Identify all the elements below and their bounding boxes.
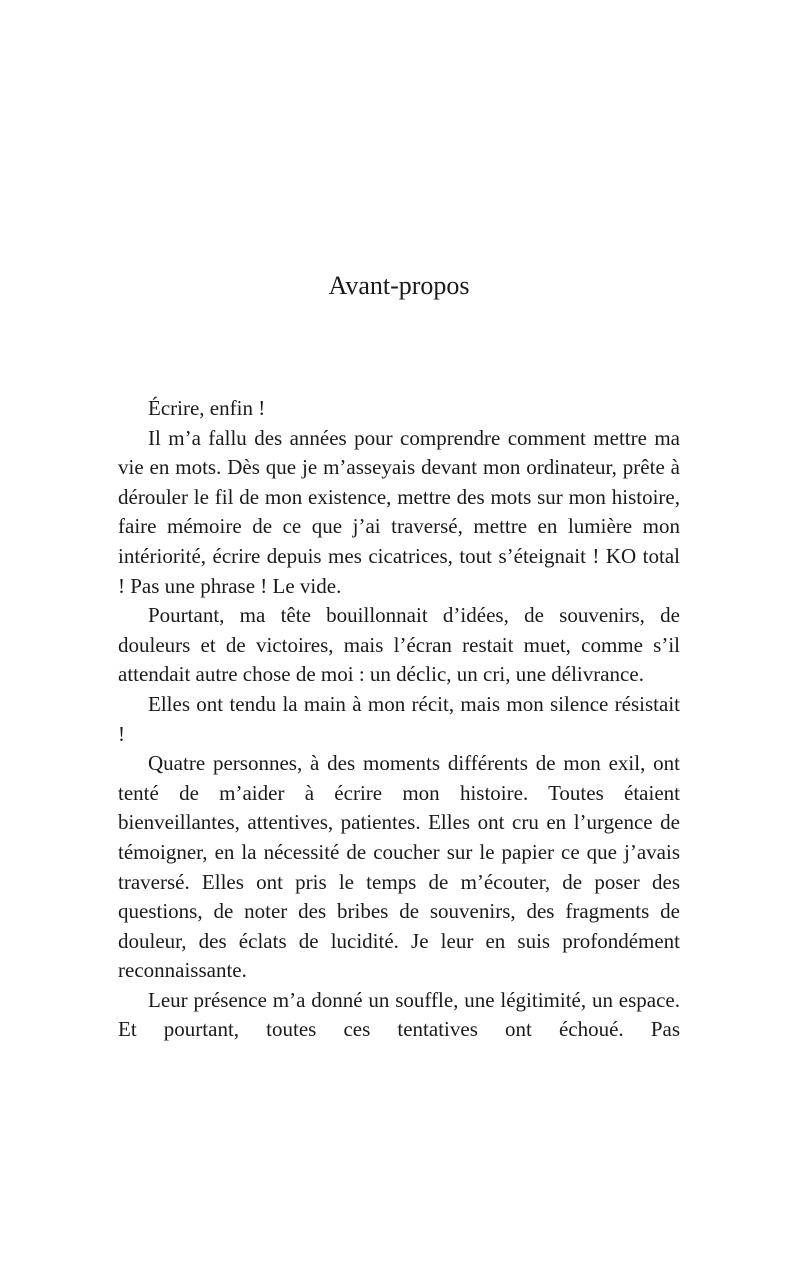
paragraph: Quatre personnes, à des moments différents de mon exil, ont tenté de m’aider à écrire mon histoire. Toutes étaient bienveillantes, attentives, patientes. Elles ont cru en l’urgence de témoigner, en la nécessité de coucher sur le papier ce que j’avais traversé. Elles ont pris le temps de m’écouter, de poser des questions, de noter des bribes de souvenirs, des fragments de douleur, des éclats de lucidité. Je leur en suis profondément reconnaissante. bbox=[118, 751, 680, 983]
paragraph: Écrire, enfin ! bbox=[148, 396, 266, 420]
chapter-title: Avant-propos bbox=[328, 271, 470, 300]
chapter-body bbox=[118, 394, 680, 1045]
paragraph-last: Leur présence m’a donné un souffle, une légitimité, un espace. Et pourtant, toutes ces tentatives ont échoué. Pas bbox=[118, 987, 680, 1042]
paragraph: Il m’a fallu des années pour comprendre comment mettre ma vie en mots. Dès que je m’asseyais devant mon ordinateur, prête à dérouler le fil de mon existence, mettre des mots sur mon histoire, faire mémoire de ce que j’ai traversé, mettre en lumière mon intériorité, écrire depuis mes cicatrices, tout s’éteignait ! KO total ! Pas une phrase ! Le vide. bbox=[118, 425, 680, 598]
paragraph: Pourtant, ma tête bouillonnait d’idées, de souvenirs, de douleurs et de victoires, mais l’écran restait muet, comme s’il attendait autre chose de moi : un déclic, un cri, une délivrance. bbox=[118, 603, 680, 687]
paragraph: Elles ont tendu la main à mon récit, mais mon silence résistait ! bbox=[118, 691, 680, 746]
